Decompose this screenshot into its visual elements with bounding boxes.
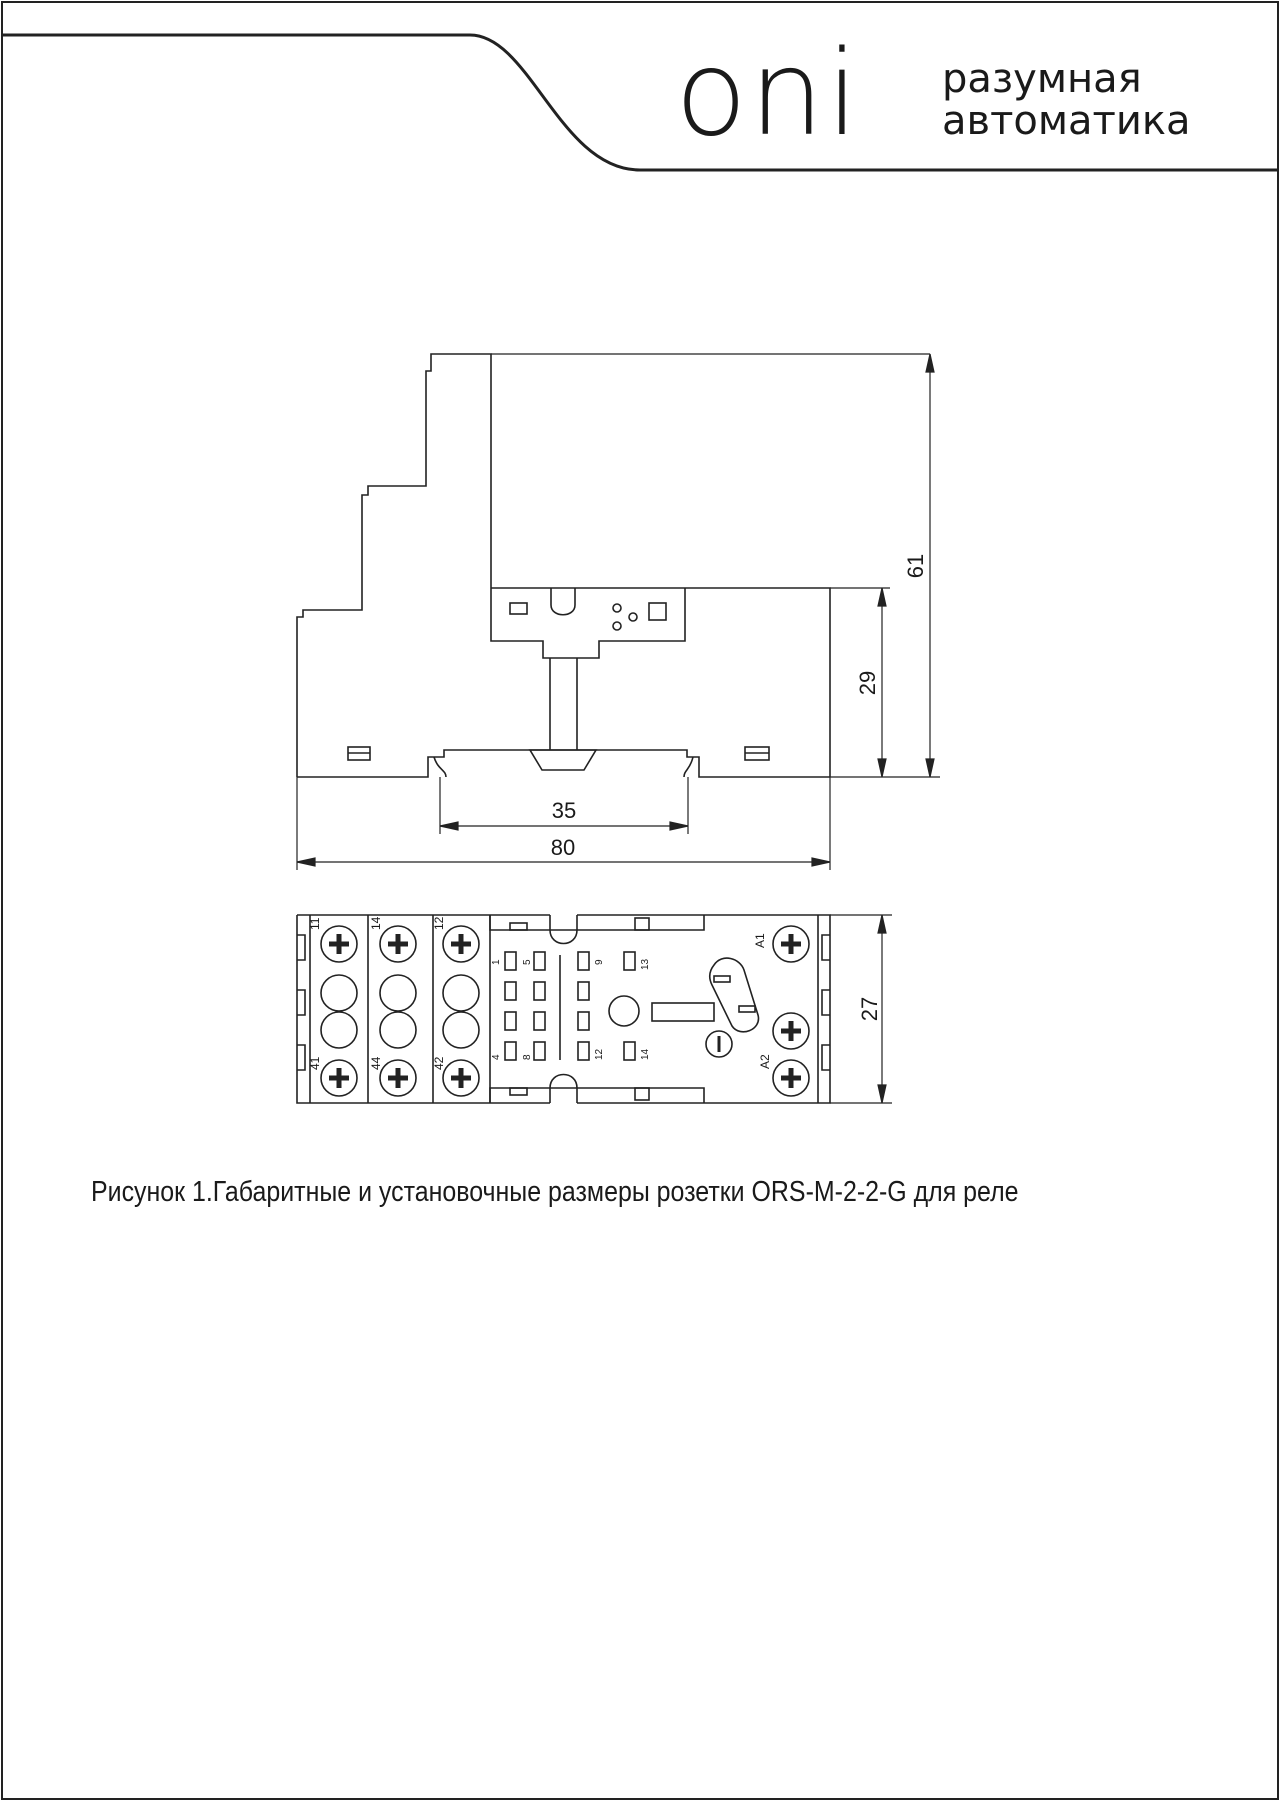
terminal-column-1 — [321, 926, 357, 1096]
relay-pin-slots — [505, 952, 635, 1060]
terminal-column-3 — [443, 926, 479, 1096]
top-view — [297, 915, 830, 1103]
dim-29-label: 29 — [855, 670, 880, 696]
logo-mark: oni — [675, 24, 861, 162]
clamp-notch — [551, 588, 575, 615]
dim-80-label: 80 — [550, 835, 576, 860]
label-pin14: 14 — [640, 1048, 651, 1060]
label-pin1: 1 — [491, 959, 502, 965]
dim-35-label: 35 — [551, 798, 577, 823]
label-pin13: 13 — [640, 958, 651, 970]
label-44: 44 — [369, 1056, 383, 1070]
label-pin8: 8 — [522, 1054, 533, 1060]
label-14: 14 — [369, 916, 383, 930]
label-41: 41 — [308, 1056, 322, 1070]
din-latch — [530, 750, 596, 770]
label-a1: A1 — [753, 933, 767, 948]
logo-tagline-line1: разумная — [942, 56, 1142, 102]
relay-block-outline — [491, 588, 830, 777]
base-outline — [297, 750, 830, 777]
label-a2: A2 — [758, 1054, 772, 1069]
socket-body-outline — [297, 354, 491, 777]
dim-61-label: 61 — [903, 553, 928, 579]
side-view — [297, 354, 930, 777]
label-12: 12 — [432, 916, 446, 930]
dim-27-label: 27 — [857, 996, 882, 1022]
label-pin4: 4 — [491, 1054, 502, 1060]
figure-caption: Рисунок 1.Габаритные и установочные размеры розетки ORS-M-2-2-G для реле — [91, 1176, 1019, 1208]
label-pin5: 5 — [522, 959, 533, 965]
coil-oval — [710, 958, 759, 1032]
label-pin12: 12 — [594, 1048, 605, 1060]
label-pin9: 9 — [594, 959, 605, 965]
label-42: 42 — [432, 1056, 446, 1070]
logo-tagline-line2: автоматика — [942, 98, 1191, 144]
clamp — [491, 588, 685, 658]
brand-logo — [675, 24, 1191, 162]
terminal-labels — [308, 916, 772, 1070]
clamp-slot — [510, 603, 527, 614]
terminal-column-2 — [380, 926, 416, 1096]
label-11: 11 — [308, 917, 322, 930]
page-frame — [2, 2, 1278, 1799]
